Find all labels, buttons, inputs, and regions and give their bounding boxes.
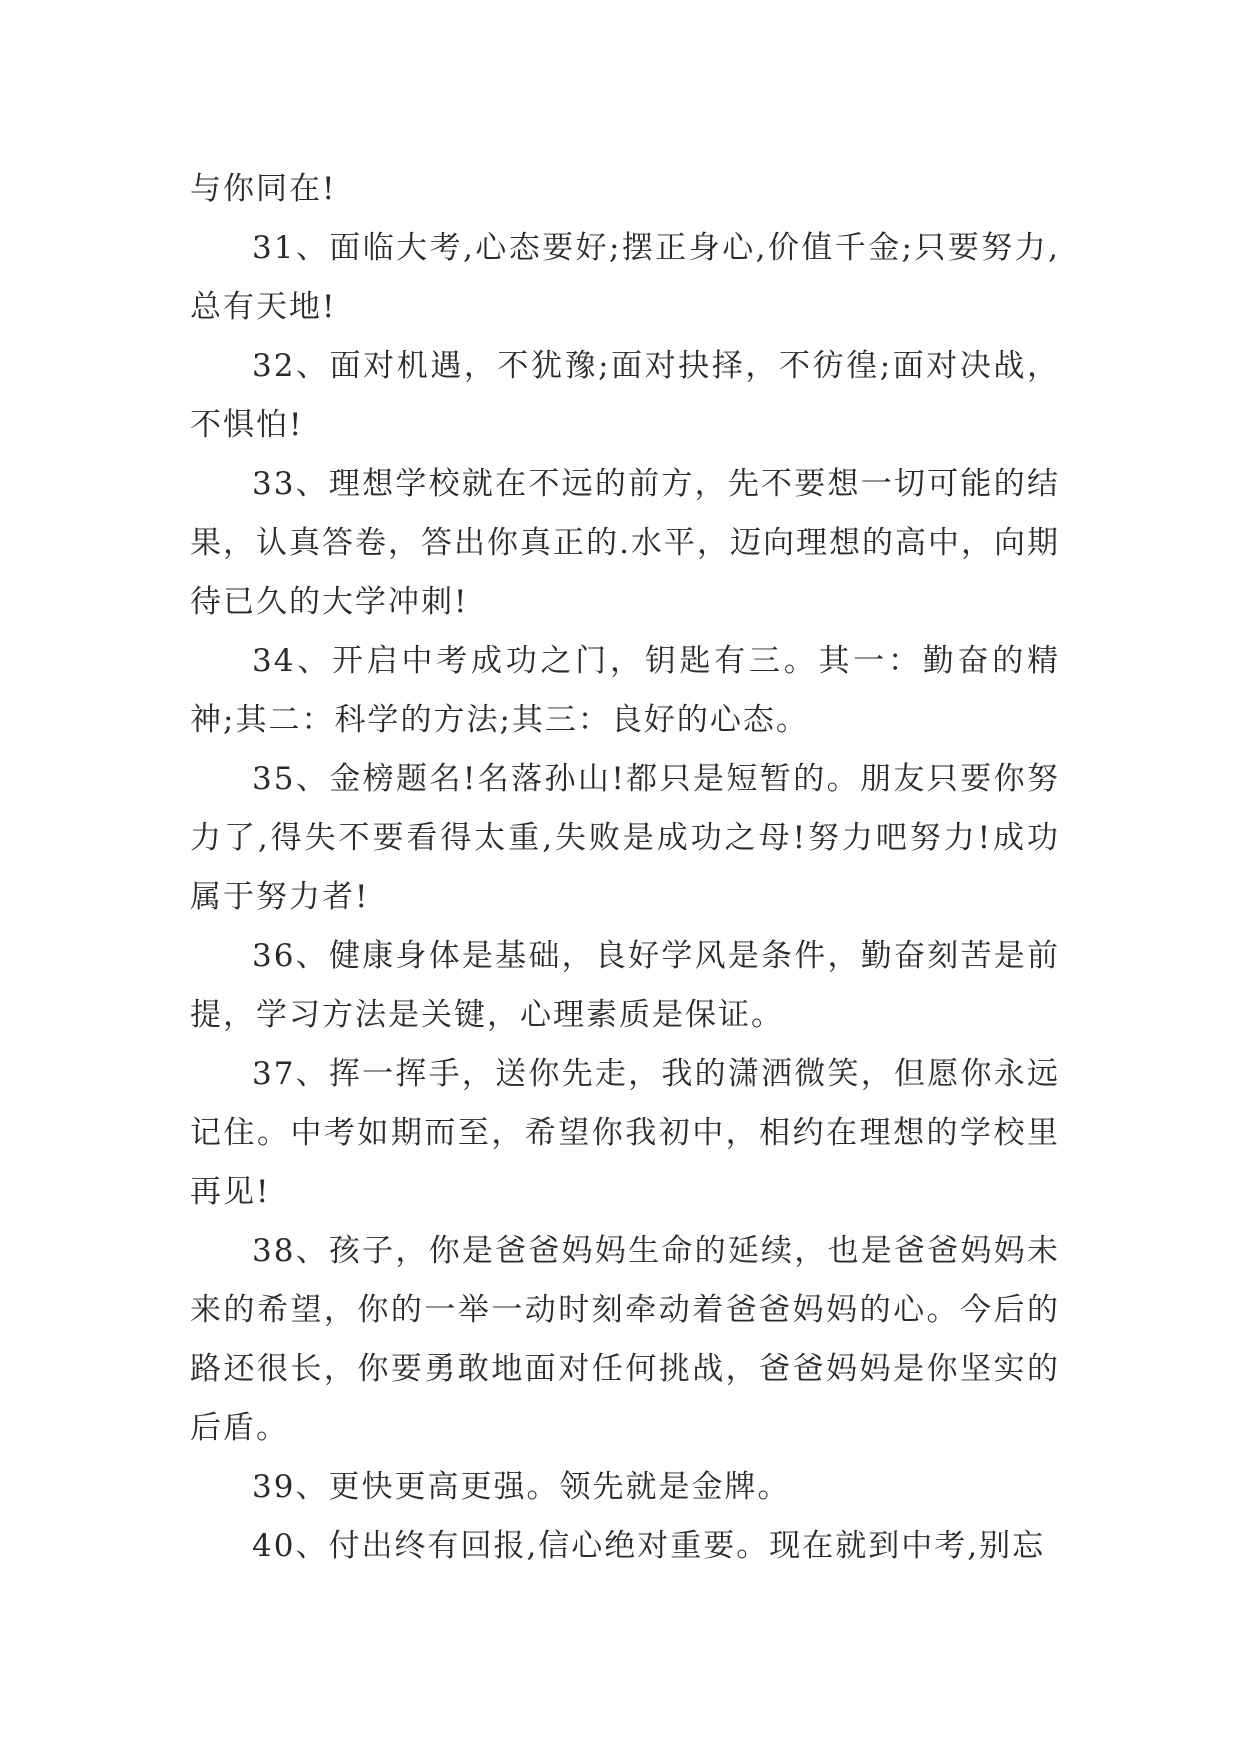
paragraph-continuation: 与你同在! — [190, 171, 337, 207]
paragraph-37: 37、挥一挥手，送你先走，我的潇洒微笑，但愿你永远记住。中考如期而至，希望你我初中，相约在理想的学校里再见! — [190, 1056, 1060, 1210]
paragraph-32: 32、面对机遇，不犹豫;面对抉择，不彷徨;面对决战，不惧怕! — [190, 348, 1060, 443]
paragraph-40: 40、付出终有回报,信心绝对重要。现在就到中考,别忘 — [252, 1528, 1046, 1564]
paragraph-36: 36、健康身体是基础，良好学风是条件，勤奋刻苦是前提，学习方法是关键，心理素质是保证。 — [190, 938, 1060, 1033]
paragraph-34: 34、开启中考成功之门，钥匙有三。其一：勤奋的精神;其二：科学的方法;其三：良好的心态。 — [190, 643, 1060, 738]
paragraph-39: 39、更快更高更强。领先就是金牌。 — [252, 1469, 791, 1505]
paragraph-33: 33、理想学校就在不远的前方，先不要想一切可能的结果，认真答卷，答出你真正的.水平，迈向理想的高中，向期待已久的大学冲刺! — [190, 466, 1060, 620]
paragraph-38: 38、孩子，你是爸爸妈妈生命的延续，也是爸爸妈妈未来的希望，你的一举一动时刻牵动着爸爸妈妈的心。今后的路还很长，你要勇敢地面对任何挑战，爸爸妈妈是你坚实的后盾。 — [190, 1233, 1060, 1446]
paragraph-31: 31、面临大考,心态要好;摆正身心,价值千金;只要努力,总有天地! — [190, 230, 1060, 325]
document-body — [190, 160, 1060, 1576]
paragraph-35: 35、金榜题名!名落孙山!都只是短暂的。朋友只要你努力了,得失不要看得太重,失败是成功之母!努力吧努力!成功属于努力者! — [190, 761, 1060, 915]
